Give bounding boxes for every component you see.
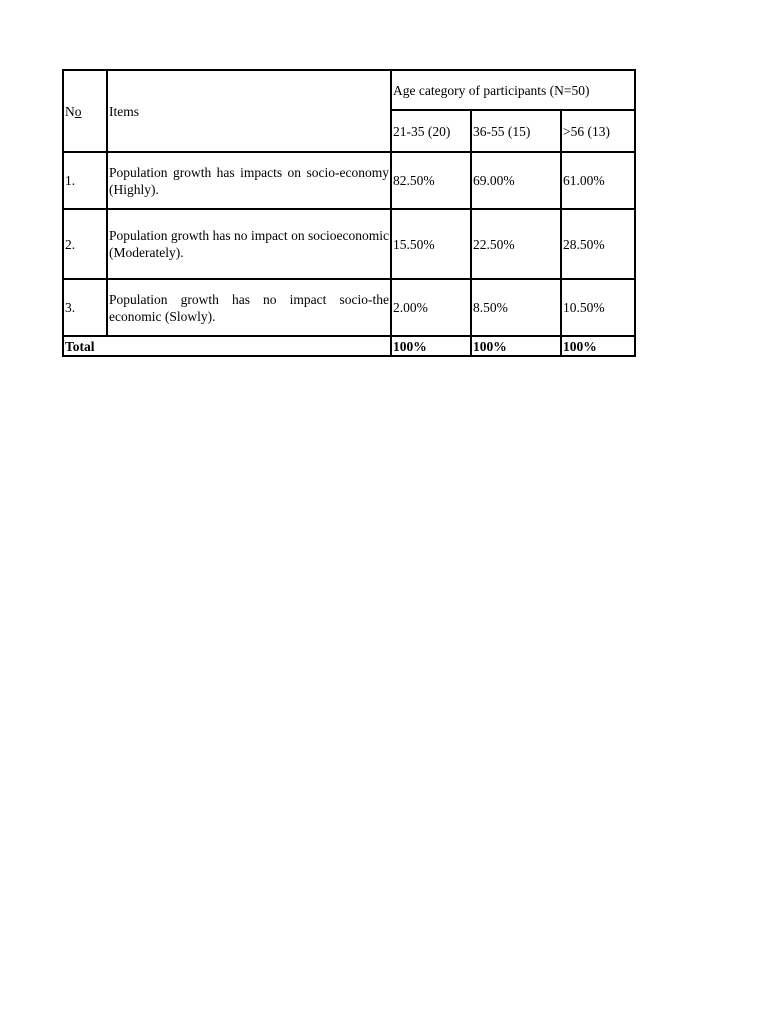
row-number: 2.	[63, 209, 107, 279]
row-value: 69.00%	[471, 152, 561, 209]
row-item-text: Population growth has impacts on socio-economy (Highly).	[109, 164, 389, 197]
header-no-cell	[63, 70, 107, 152]
row-value: 8.50%	[471, 279, 561, 336]
total-value: 100%	[561, 336, 635, 356]
total-label: Total	[63, 336, 391, 356]
header-col-36-55: 36-55 (15)	[471, 110, 561, 152]
row-value: 22.50%	[471, 209, 561, 279]
row-item-text: Population growth has no impact socio-the economic (Slowly).	[109, 291, 389, 324]
row-value: 28.50%	[561, 209, 635, 279]
row-item-cell	[107, 152, 391, 209]
survey-results-table	[62, 69, 636, 357]
total-row	[63, 336, 635, 356]
row-number: 3.	[63, 279, 107, 336]
row-value: 15.50%	[391, 209, 471, 279]
header-age-group-cell: Age category of participants (N=50)	[391, 70, 635, 110]
row-value: 82.50%	[391, 152, 471, 209]
header-no-prefix: N	[65, 103, 75, 119]
row-item-cell	[107, 209, 391, 279]
row-number: 1.	[63, 152, 107, 209]
header-col-56-plus: >56 (13)	[561, 110, 635, 152]
table-row	[63, 279, 635, 336]
header-no-suffix: o	[74, 103, 82, 119]
row-item-text: Population growth has no impact on socioeconomic (Moderately).	[109, 228, 389, 260]
row-item-cell	[107, 279, 391, 336]
header-row-group	[63, 70, 635, 110]
total-value: 100%	[391, 336, 471, 356]
table-row	[63, 152, 635, 209]
total-value: 100%	[471, 336, 561, 356]
row-value: 2.00%	[391, 279, 471, 336]
header-col-21-35: 21-35 (20)	[391, 110, 471, 152]
row-value: 10.50%	[561, 279, 635, 336]
header-items-cell: Items	[107, 70, 391, 152]
row-value: 61.00%	[561, 152, 635, 209]
table-row	[63, 209, 635, 279]
